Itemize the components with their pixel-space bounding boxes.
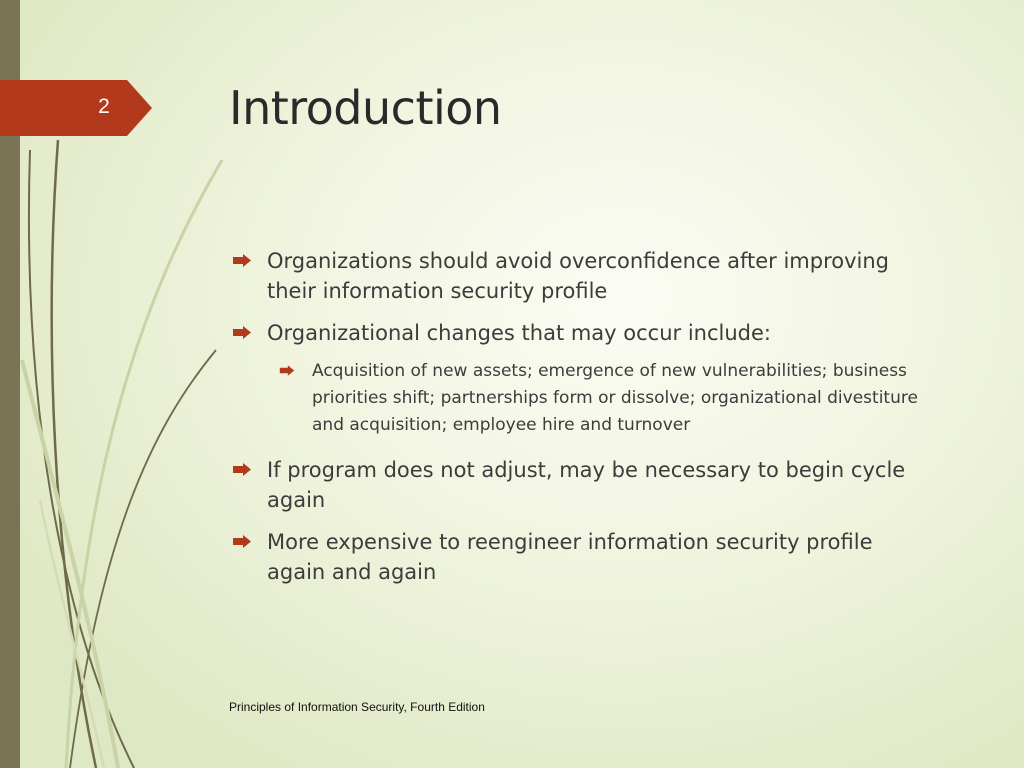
arrow-right-icon <box>232 326 252 339</box>
slide-title: Introduction <box>229 81 502 135</box>
arrow-right-icon <box>232 535 252 548</box>
bullet-item <box>228 455 918 515</box>
bullet-text: If program does not adjust, may be necessary to begin cycle again <box>267 458 906 512</box>
arrow-right-icon <box>232 463 252 476</box>
arrow-right-icon <box>232 254 252 267</box>
bullet-item <box>228 527 918 587</box>
bullet-text: Organizations should avoid overconfidence after improving their information security profile <box>267 249 890 303</box>
bullet-item <box>228 246 918 306</box>
slide-number: 2 <box>98 95 110 118</box>
slide-footer: Principles of Information Security, Fourth Edition <box>229 700 485 714</box>
bullet-list <box>228 246 918 599</box>
slide-number-tab <box>0 80 152 136</box>
bullet-item <box>228 318 918 348</box>
sub-bullet-item <box>228 358 918 439</box>
sub-bullet-text: Acquisition of new assets; emergence of new vulnerabilities; business priorities shift; partnerships form or dissolve; organizational divestiture and acquisition; employee hire and turnover <box>312 361 918 435</box>
arrow-right-icon <box>279 365 295 376</box>
bullet-text: Organizational changes that may occur include: <box>267 321 771 345</box>
bullet-text: More expensive to reengineer information security profile again and again <box>267 530 873 584</box>
